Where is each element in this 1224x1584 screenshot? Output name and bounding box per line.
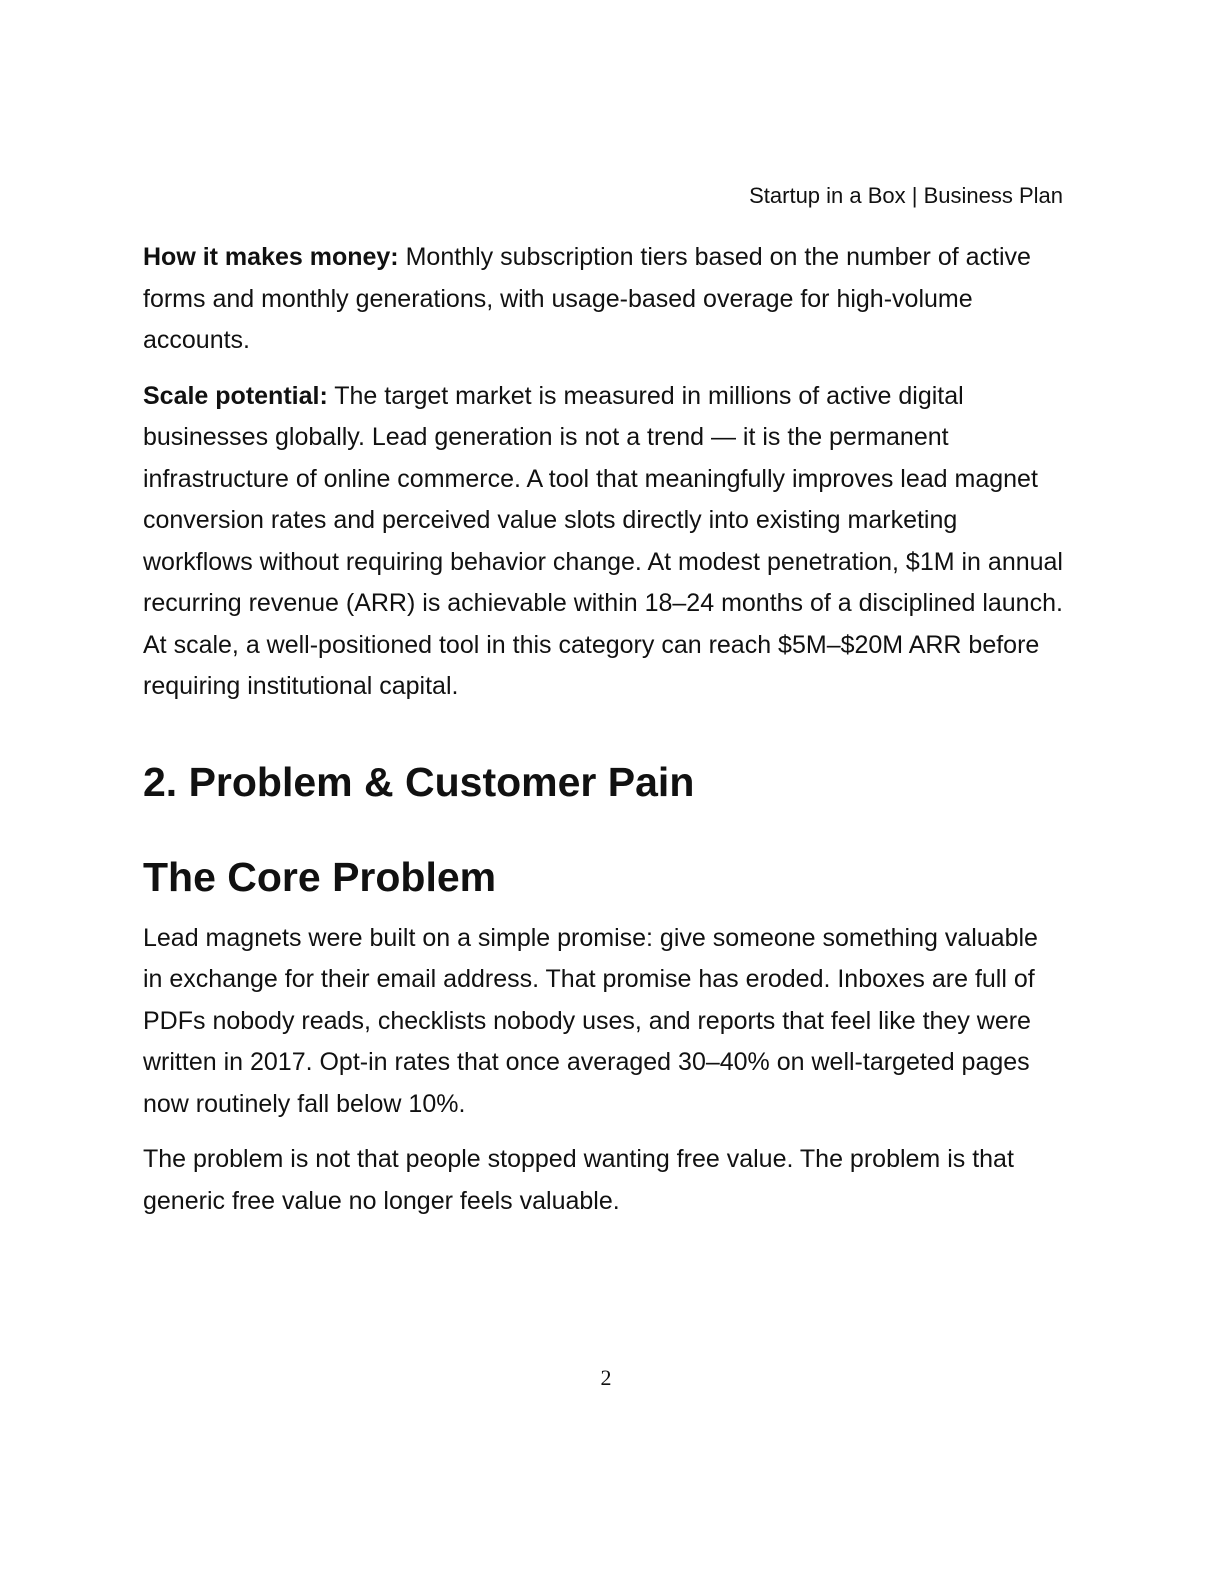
section-heading-problem: 2. Problem & Customer Pain (143, 758, 695, 805)
core-problem-paragraph: Lead magnets were built on a simple promise: give someone something valuable in exchange for their email address. That promise has eroded. Inboxes are full of PDFs nobody reads, checklists nobody uses, and reports that feel like they were written in 2017. Opt-in rates that once averaged 30–40% on well-targeted pages now routinely fall below 10%. (143, 923, 1038, 1118)
scale-potential-paragraph (143, 376, 1063, 708)
page-number: 2 (600, 1365, 612, 1390)
subheading-core-problem: The Core Problem (143, 853, 497, 900)
core-problem-paragraph: The problem is not that people stopped wanting free value. The problem is that generic free value no longer feels valuable. (143, 1145, 1014, 1215)
page-content (143, 237, 1063, 1222)
revenue-model-paragraph (143, 237, 1063, 362)
revenue-model-label: How it makes money: (143, 243, 399, 271)
running-header: Startup in a Box | Business Plan (749, 183, 1063, 208)
scale-potential-text: The target market is measured in millions of active digital businesses globally. Lead generation is not a trend — it is the permanent infrastructure of online commerce. A tool that meaningfully improves lead magnet conversion rates and perceived value slots directly into existing marketing workflows without requiring behavior change. At modest penetration, $1M in annual recurring revenue (ARR) is achievable within 18–24 months of a disciplined launch. At scale, a well-positioned tool in this category can reach $5M–$20M ARR before requiring institutional capital. (143, 381, 1063, 700)
revenue-model-text: Monthly subscription tiers based on the number of active forms and monthly generations, with usage-based overage for high-volume accounts. (143, 243, 1031, 354)
scale-potential-label: Scale potential: (143, 381, 328, 410)
